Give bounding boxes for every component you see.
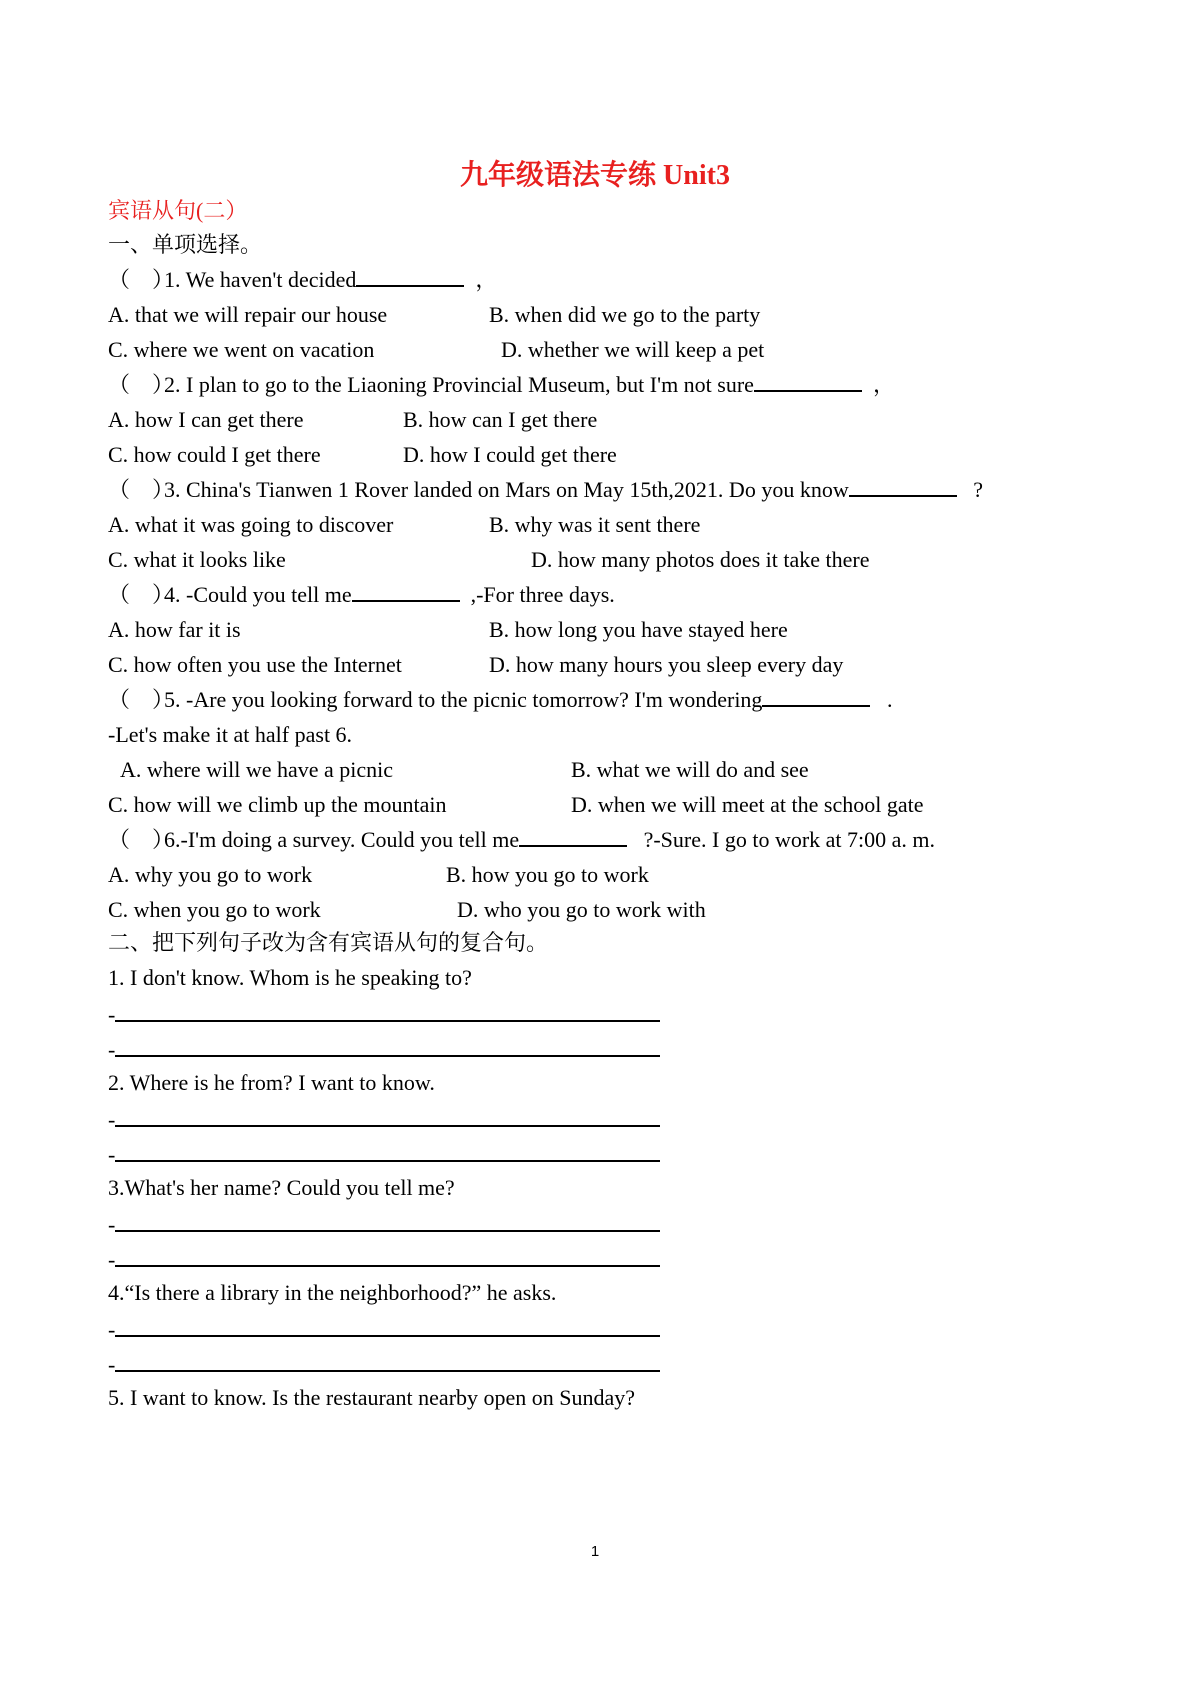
answer-blank[interactable]	[762, 685, 870, 707]
answer-paren: （ ）	[108, 267, 175, 292]
question-stem: 1. We haven't decided	[164, 267, 357, 292]
option-b: B. what we will do and see	[571, 757, 809, 782]
question-stem: 4. -Could you tell me	[164, 582, 352, 607]
answer-dash: -	[108, 1212, 116, 1237]
answer-blank[interactable]	[754, 370, 862, 392]
question-stem-end: ，	[872, 372, 895, 397]
option-a: A. what it was going to discover	[108, 512, 394, 537]
rewrite-item-1: 1. I don't know. Whom is he speaking to?	[108, 965, 472, 990]
question-4	[108, 580, 615, 610]
answer-paren: （ ）	[108, 827, 175, 852]
answer-dash: -	[108, 1037, 116, 1062]
option-c: C. when you go to work	[108, 897, 321, 922]
option-d: D. who you go to work with	[457, 897, 706, 922]
option-b: B. when did we go to the party	[489, 302, 761, 327]
question-stem-end: .	[886, 687, 893, 712]
option-d: D. when we will meet at the school gate	[571, 792, 924, 817]
rewrite-item-3: 3.What's her name? Could you tell me?	[108, 1175, 455, 1200]
answer-line[interactable]	[108, 1208, 660, 1240]
question-stem: 2. I plan to go to the Liaoning Provincial Museum, but I'm not sure	[164, 372, 754, 397]
answer-line[interactable]	[108, 998, 660, 1030]
option-a: A. how I can get there	[108, 407, 304, 432]
answer-line[interactable]	[108, 1138, 660, 1170]
answer-blank[interactable]	[352, 580, 460, 602]
option-a: A. that we will repair our house	[108, 302, 388, 327]
question-stem: 3. China's Tianwen 1 Rover landed on Mars on May 15th,2021. Do you know	[164, 477, 849, 502]
question-3	[108, 475, 983, 505]
option-d: D. how I could get there	[403, 442, 617, 467]
answer-line[interactable]	[108, 1348, 660, 1380]
question-5	[108, 685, 892, 715]
question-6	[108, 825, 935, 855]
option-a: A. where will we have a picnic	[120, 757, 394, 782]
answer-line[interactable]	[108, 1243, 660, 1275]
answer-dash: -	[108, 1247, 116, 1272]
option-c: C. how often you use the Internet	[108, 652, 402, 677]
page-title: 九年级语法专练 Unit3	[460, 160, 730, 191]
option-c: C. how could I get there	[108, 442, 321, 467]
answer-dash: -	[108, 1142, 116, 1167]
answer-paren: （ ）	[108, 372, 175, 397]
option-c: C. where we went on vacation	[108, 337, 375, 362]
option-b: B. how can I get there	[403, 407, 598, 432]
answer-dash: -	[108, 1002, 116, 1027]
section2-heading: 二、把下列句子改为含有宾语从句的复合句。	[108, 930, 549, 955]
option-d: D. whether we will keep a pet	[501, 337, 765, 362]
question-stem-end: ?	[973, 477, 983, 502]
option-d: D. how many photos does it take there	[531, 547, 870, 572]
question-stem-end: ?-Sure. I go to work at 7:00 a. m.	[643, 827, 936, 852]
option-c: C. how will we climb up the mountain	[108, 792, 447, 817]
question-1	[108, 265, 497, 295]
question-5-reply: -Let's make it at half past 6.	[108, 722, 353, 747]
option-d: D. how many hours you sleep every day	[489, 652, 844, 677]
question-2	[108, 370, 895, 400]
option-c: C. what it looks like	[108, 547, 286, 572]
question-stem-end: ,-For three days.	[470, 582, 615, 607]
answer-dash: -	[108, 1317, 116, 1342]
answer-line[interactable]	[108, 1033, 660, 1065]
answer-paren: （ ）	[108, 687, 175, 712]
answer-paren: （ ）	[108, 477, 175, 502]
answer-blank[interactable]	[356, 265, 464, 287]
answer-blank[interactable]	[849, 475, 957, 497]
option-a: A. why you go to work	[108, 862, 313, 887]
rewrite-item-4: 4.“Is there a library in the neighborhood?” he asks.	[108, 1280, 557, 1305]
answer-dash: -	[108, 1352, 116, 1377]
option-b: B. how long you have stayed here	[489, 617, 788, 642]
rewrite-item-5: 5. I want to know. Is the restaurant nearby open on Sunday?	[108, 1385, 636, 1410]
answer-dash: -	[108, 1107, 116, 1132]
page-number: 1	[590, 1543, 600, 1560]
answer-blank[interactable]	[519, 825, 627, 847]
option-a: A. how far it is	[108, 617, 241, 642]
option-b: B. why was it sent there	[489, 512, 701, 537]
answer-paren: （ ）	[108, 582, 175, 607]
answer-line[interactable]	[108, 1103, 660, 1135]
rewrite-item-2: 2. Where is he from? I want to know.	[108, 1070, 435, 1095]
question-stem-end: ，	[475, 267, 498, 292]
question-stem: 6.-I'm doing a survey. Could you tell me	[164, 827, 520, 852]
section1-heading: 一、单项选择。	[108, 232, 263, 257]
answer-line[interactable]	[108, 1313, 660, 1345]
option-b: B. how you go to work	[446, 862, 649, 887]
question-stem: 5. -Are you looking forward to the picnic tomorrow? I'm wondering	[164, 687, 763, 712]
subtitle: 宾语从句(二）	[108, 198, 248, 223]
